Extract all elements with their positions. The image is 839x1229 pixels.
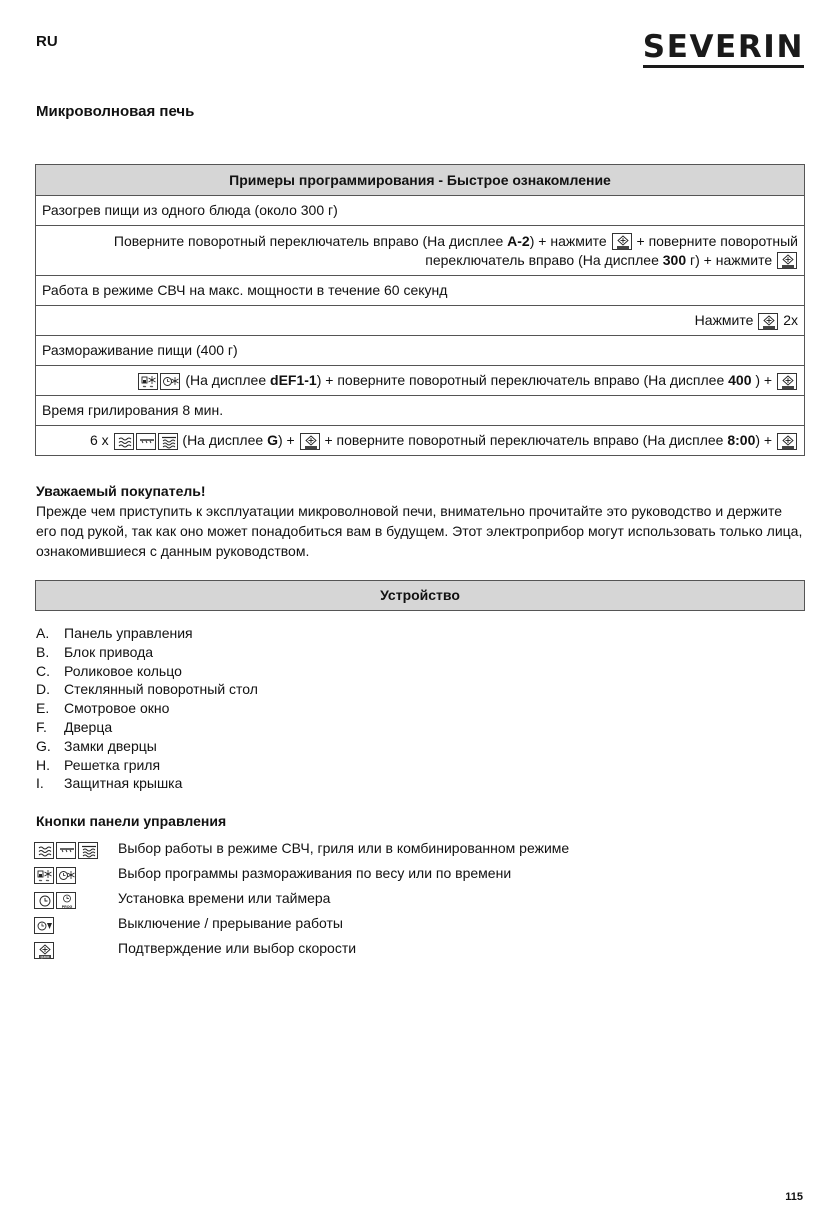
- part-letter: E.: [36, 700, 50, 717]
- part-name: Панель управления: [64, 625, 193, 641]
- part-name: Блок привода: [64, 643, 154, 660]
- part-letter: C.: [36, 662, 50, 679]
- example-label-reheat: Разогрев пищи из одного блюда (около 300 г): [36, 196, 805, 226]
- example-steps-defrost: [36, 366, 805, 396]
- quick-start-key-icon: [300, 433, 320, 450]
- step-text: + поверните поворотный переключатель вправо (На дисплее: [324, 432, 728, 448]
- customer-greeting-text: Прежде чем приступить к эксплуатации микроволновой печи, внимательно прочитайте это руководство и держите его под рукой, так как оно может понадобиться вам в будущем. Этот электроприбор могут использовать только лица, ознакомившиеся с данным руководством.: [36, 503, 803, 559]
- quick-start-key-icon: [34, 942, 54, 959]
- quick-start-key-icon: [777, 252, 797, 269]
- part-letter: A.: [36, 625, 50, 641]
- step-text: ) +: [751, 372, 773, 388]
- part-name: Решетка гриля: [64, 756, 161, 773]
- part-letter: D.: [36, 681, 50, 698]
- language-code: RU: [36, 33, 58, 50]
- defrost-weight-key-icon: [138, 373, 158, 390]
- step-text: ) +: [277, 432, 295, 448]
- step-text: г) + нажмите: [686, 251, 773, 268]
- list-item: [36, 624, 258, 643]
- step-text: переключатель вправо (На дисплее: [425, 251, 663, 268]
- list-item: [36, 718, 258, 737]
- list-item: [36, 737, 258, 756]
- microwave-key-icon: [34, 842, 54, 859]
- examples-heading: Примеры программирования - Быстрое ознакомление: [36, 165, 805, 196]
- part-name: Роликовое кольцо: [64, 662, 182, 679]
- example-label-grill: Время грилирования 8 мин.: [36, 396, 805, 426]
- example-steps-grill: [36, 426, 805, 456]
- step-text: ) + поверните поворотный переключатель вправо (На дисплее: [316, 372, 729, 388]
- device-parts-list: [36, 624, 258, 793]
- prog-key-label: PROG: [61, 904, 73, 909]
- list-item: [36, 756, 258, 775]
- part-letter: G.: [36, 737, 51, 754]
- list-item: [36, 680, 258, 699]
- display-value: 400: [728, 372, 752, 388]
- list-item: [36, 699, 258, 718]
- brand-name: SEVERIN: [642, 29, 804, 65]
- quick-start-key-icon: [777, 433, 797, 450]
- quick-start-key-icon: [777, 373, 797, 390]
- quick-start-key-icon: [758, 313, 778, 330]
- button-description: Выбор программы размораживания по весу или по времени: [118, 865, 512, 881]
- stop-key-icon: [34, 917, 54, 934]
- button-description: Выбор работы в режиме СВЧ, гриля или в комбинированном режиме: [118, 840, 570, 856]
- step-text: Нажмите: [694, 312, 754, 328]
- display-value: G: [267, 432, 278, 448]
- device-section-heading: Устройство: [35, 580, 805, 611]
- quick-start-key-icon: [612, 233, 632, 250]
- part-name: Дверца: [64, 718, 113, 735]
- list-item: [36, 662, 258, 681]
- grill-key-icon: [136, 433, 156, 450]
- step-text: (На дисплее: [185, 372, 271, 388]
- page-title: Микроволновая печь: [36, 103, 195, 120]
- clock-key-icon: [34, 892, 54, 909]
- grill-key-icon: [56, 842, 76, 859]
- example-steps-reheat: [36, 226, 805, 276]
- quick-key-label: QUICK: [40, 954, 50, 959]
- part-name: Замки дверцы: [64, 737, 157, 754]
- control-buttons-heading: Кнопки панели управления: [36, 813, 227, 829]
- step-text: Поверните поворотный переключатель вправо (На дисплее: [113, 232, 508, 249]
- part-letter: I.: [36, 775, 44, 792]
- display-value: 8:00: [727, 432, 756, 448]
- programming-examples-table: [35, 164, 805, 456]
- part-name: Смотровое окно: [64, 700, 170, 717]
- prog-key-icon: [56, 892, 76, 909]
- step-text: 2x: [783, 312, 798, 328]
- example-label-max-power: Работа в режиме СВЧ на макс. мощности в течение 60 секунд: [36, 276, 805, 306]
- button-description: Установка времени или таймера: [118, 890, 331, 906]
- button-description: Подтверждение или выбор скорости: [118, 940, 357, 956]
- page-number: 115: [785, 1191, 803, 1203]
- step-text: (На дисплее: [182, 432, 268, 448]
- brand-underline: [643, 65, 804, 68]
- example-steps-max-power: [36, 306, 805, 336]
- part-letter: B.: [36, 643, 50, 660]
- defrost-time-key-icon: [160, 373, 180, 390]
- step-text: ) +: [755, 432, 773, 448]
- step-text: 6 x: [89, 432, 109, 448]
- example-label-defrost: Размораживание пищи (400 г): [36, 336, 805, 366]
- list-item: [36, 774, 258, 793]
- brand-logo: [643, 30, 804, 68]
- combi-key-icon: [158, 433, 178, 450]
- defrost-time-key-icon: [56, 867, 76, 884]
- list-item: [36, 643, 258, 662]
- part-letter: F.: [36, 718, 47, 735]
- defrost-weight-key-icon: [34, 867, 54, 884]
- display-value: A-2: [507, 232, 530, 249]
- display-value: dEF1-1: [270, 372, 317, 388]
- display-value: 300: [662, 251, 687, 268]
- customer-greeting-heading: Уважаемый покупатель!: [36, 483, 206, 499]
- step-text: ) + нажмите: [529, 232, 607, 249]
- part-letter: H.: [36, 756, 50, 773]
- combi-key-icon: [78, 842, 98, 859]
- part-name: Защитная крышка: [64, 775, 183, 792]
- microwave-key-icon: [114, 433, 134, 450]
- button-description: Выключение / прерывание работы: [118, 915, 343, 931]
- part-name: Стеклянный поворотный стол: [64, 681, 258, 698]
- step-text: + поверните поворотный: [636, 232, 798, 249]
